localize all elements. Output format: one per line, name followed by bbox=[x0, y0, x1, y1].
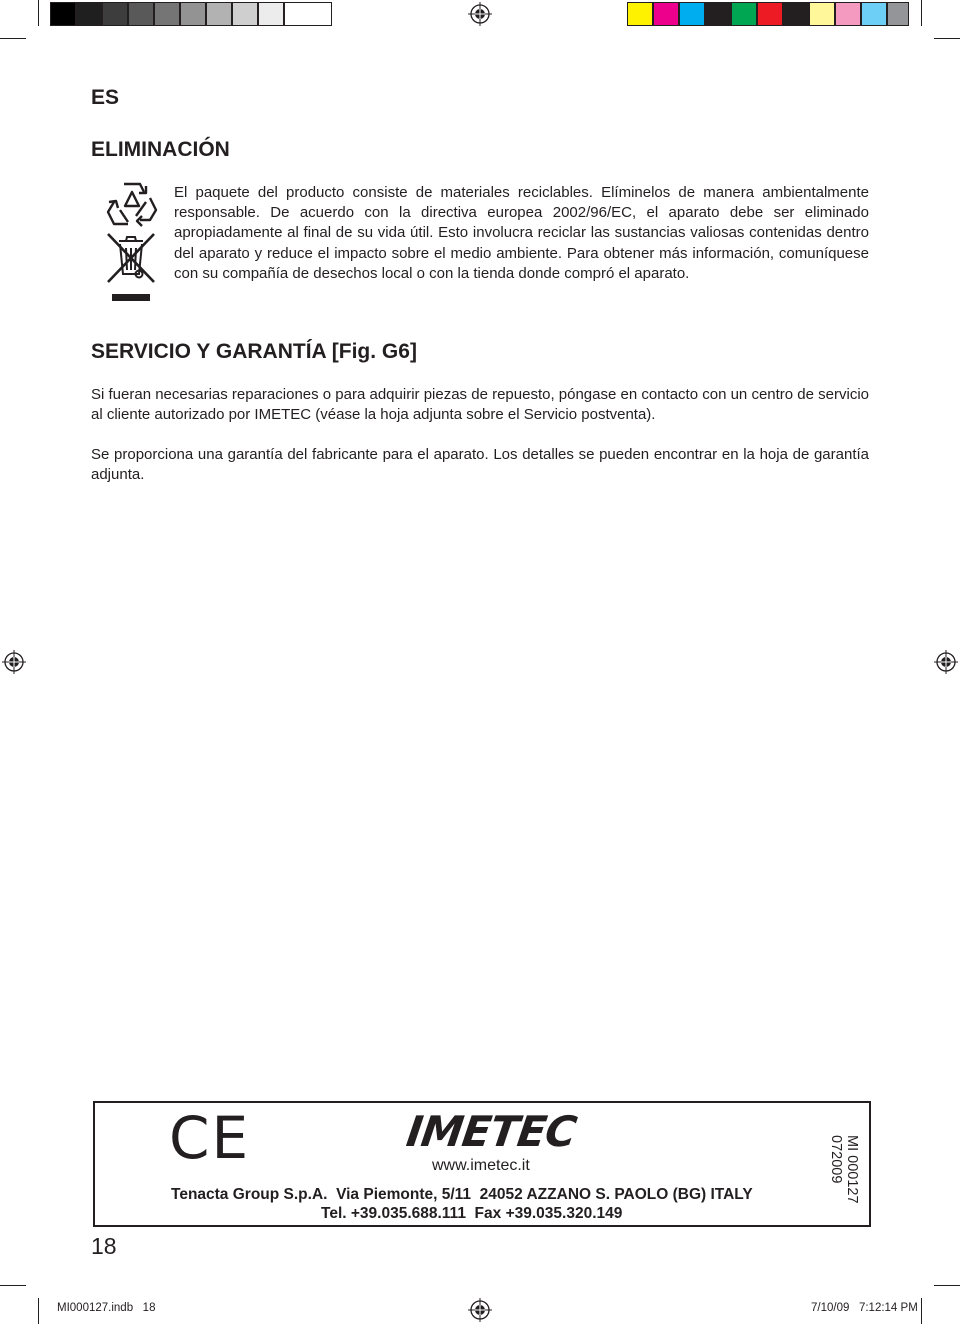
color-swatch bbox=[757, 2, 783, 26]
trim-mark bbox=[0, 38, 26, 39]
document-code-number: MI 000127 bbox=[844, 1135, 860, 1204]
footer-box bbox=[93, 1101, 871, 1227]
color-swatch bbox=[705, 2, 731, 26]
weee-crossed-bin-icon bbox=[106, 232, 156, 304]
gray-swatch bbox=[258, 2, 284, 26]
slug-date-time: 7/10/09 7:12:14 PM bbox=[811, 1302, 918, 1314]
trim-mark bbox=[38, 0, 39, 26]
registration-mark-icon bbox=[934, 650, 958, 674]
warranty-paragraph: Se proporciona una garantía del fabricante para el aparato. Los detalles se pueden encontrar en la hoja de garantía adjunta. bbox=[91, 446, 869, 484]
company-contacts: Tel. +39.035.688.111 Fax +39.035.320.149 bbox=[321, 1205, 623, 1222]
document-code-date: 072009 bbox=[828, 1135, 844, 1184]
registration-mark-icon bbox=[468, 2, 492, 26]
color-swatch bbox=[835, 2, 861, 26]
ce-mark-icon: CE bbox=[169, 1104, 251, 1172]
language-code: ES bbox=[91, 86, 120, 109]
trim-mark bbox=[934, 1285, 960, 1286]
registration-mark-icon bbox=[2, 650, 26, 674]
gray-swatch bbox=[284, 2, 332, 26]
gray-swatch bbox=[180, 2, 206, 26]
trim-mark bbox=[934, 38, 960, 39]
gray-swatch bbox=[102, 2, 128, 26]
color-swatch bbox=[887, 2, 909, 26]
gray-swatch bbox=[76, 2, 102, 26]
document-code bbox=[826, 1129, 862, 1209]
color-swatch bbox=[861, 2, 887, 26]
color-swatch bbox=[679, 2, 705, 26]
website-link[interactable]: www.imetec.it bbox=[432, 1157, 530, 1174]
color-swatch bbox=[809, 2, 835, 26]
service-heading: SERVICIO Y GARANTÍA [Fig. G6] bbox=[91, 340, 417, 363]
color-swatch bbox=[731, 2, 757, 26]
service-paragraph: Si fueran necesarias reparaciones o para adquirir piezas de repuesto, póngase en contacto con un centro de servicio al cliente autorizado por IMETEC (véase la hoja adjunta sobre el Servicio postventa). bbox=[91, 386, 869, 424]
trim-mark bbox=[38, 1298, 39, 1324]
color-swatch bbox=[627, 2, 653, 26]
disposal-heading: ELIMINACIÓN bbox=[91, 138, 230, 161]
disposal-paragraph: El paquete del producto consiste de materiales reciclables. Elíminelos de manera ambientalmente responsable. De acuerdo con la directiva europea 2002/96/EC, el aparato debe ser eliminado apropiadamente al final de su vida útil. Esto involucra reciclar las sustancias valiosas contenidas dentro del aparato y reduce el impacto sobre el medio ambiente. Para obtener más información, comuníquese con su compañía de desechos local o con la tienda donde compró el aparato. bbox=[174, 184, 869, 282]
trim-mark bbox=[921, 0, 922, 26]
gray-swatch bbox=[154, 2, 180, 26]
trim-mark bbox=[921, 1298, 922, 1324]
imetec-logo: IMETEC bbox=[403, 1107, 579, 1156]
gray-swatch bbox=[50, 2, 76, 26]
gray-swatch bbox=[128, 2, 154, 26]
gray-swatch bbox=[206, 2, 232, 26]
slug-file-name: MI000127.indb 18 bbox=[57, 1302, 156, 1314]
color-swatch bbox=[653, 2, 679, 26]
registration-mark-icon bbox=[468, 1298, 492, 1322]
recycle-icon bbox=[106, 180, 158, 230]
gray-swatch bbox=[232, 2, 258, 26]
page-number: 18 bbox=[91, 1233, 117, 1259]
trim-mark bbox=[0, 1285, 26, 1286]
company-address: Tenacta Group S.p.A. Via Piemonte, 5/11 24052 AZZANO S. PAOLO (BG) ITALY bbox=[171, 1186, 753, 1203]
color-swatch bbox=[783, 2, 809, 26]
